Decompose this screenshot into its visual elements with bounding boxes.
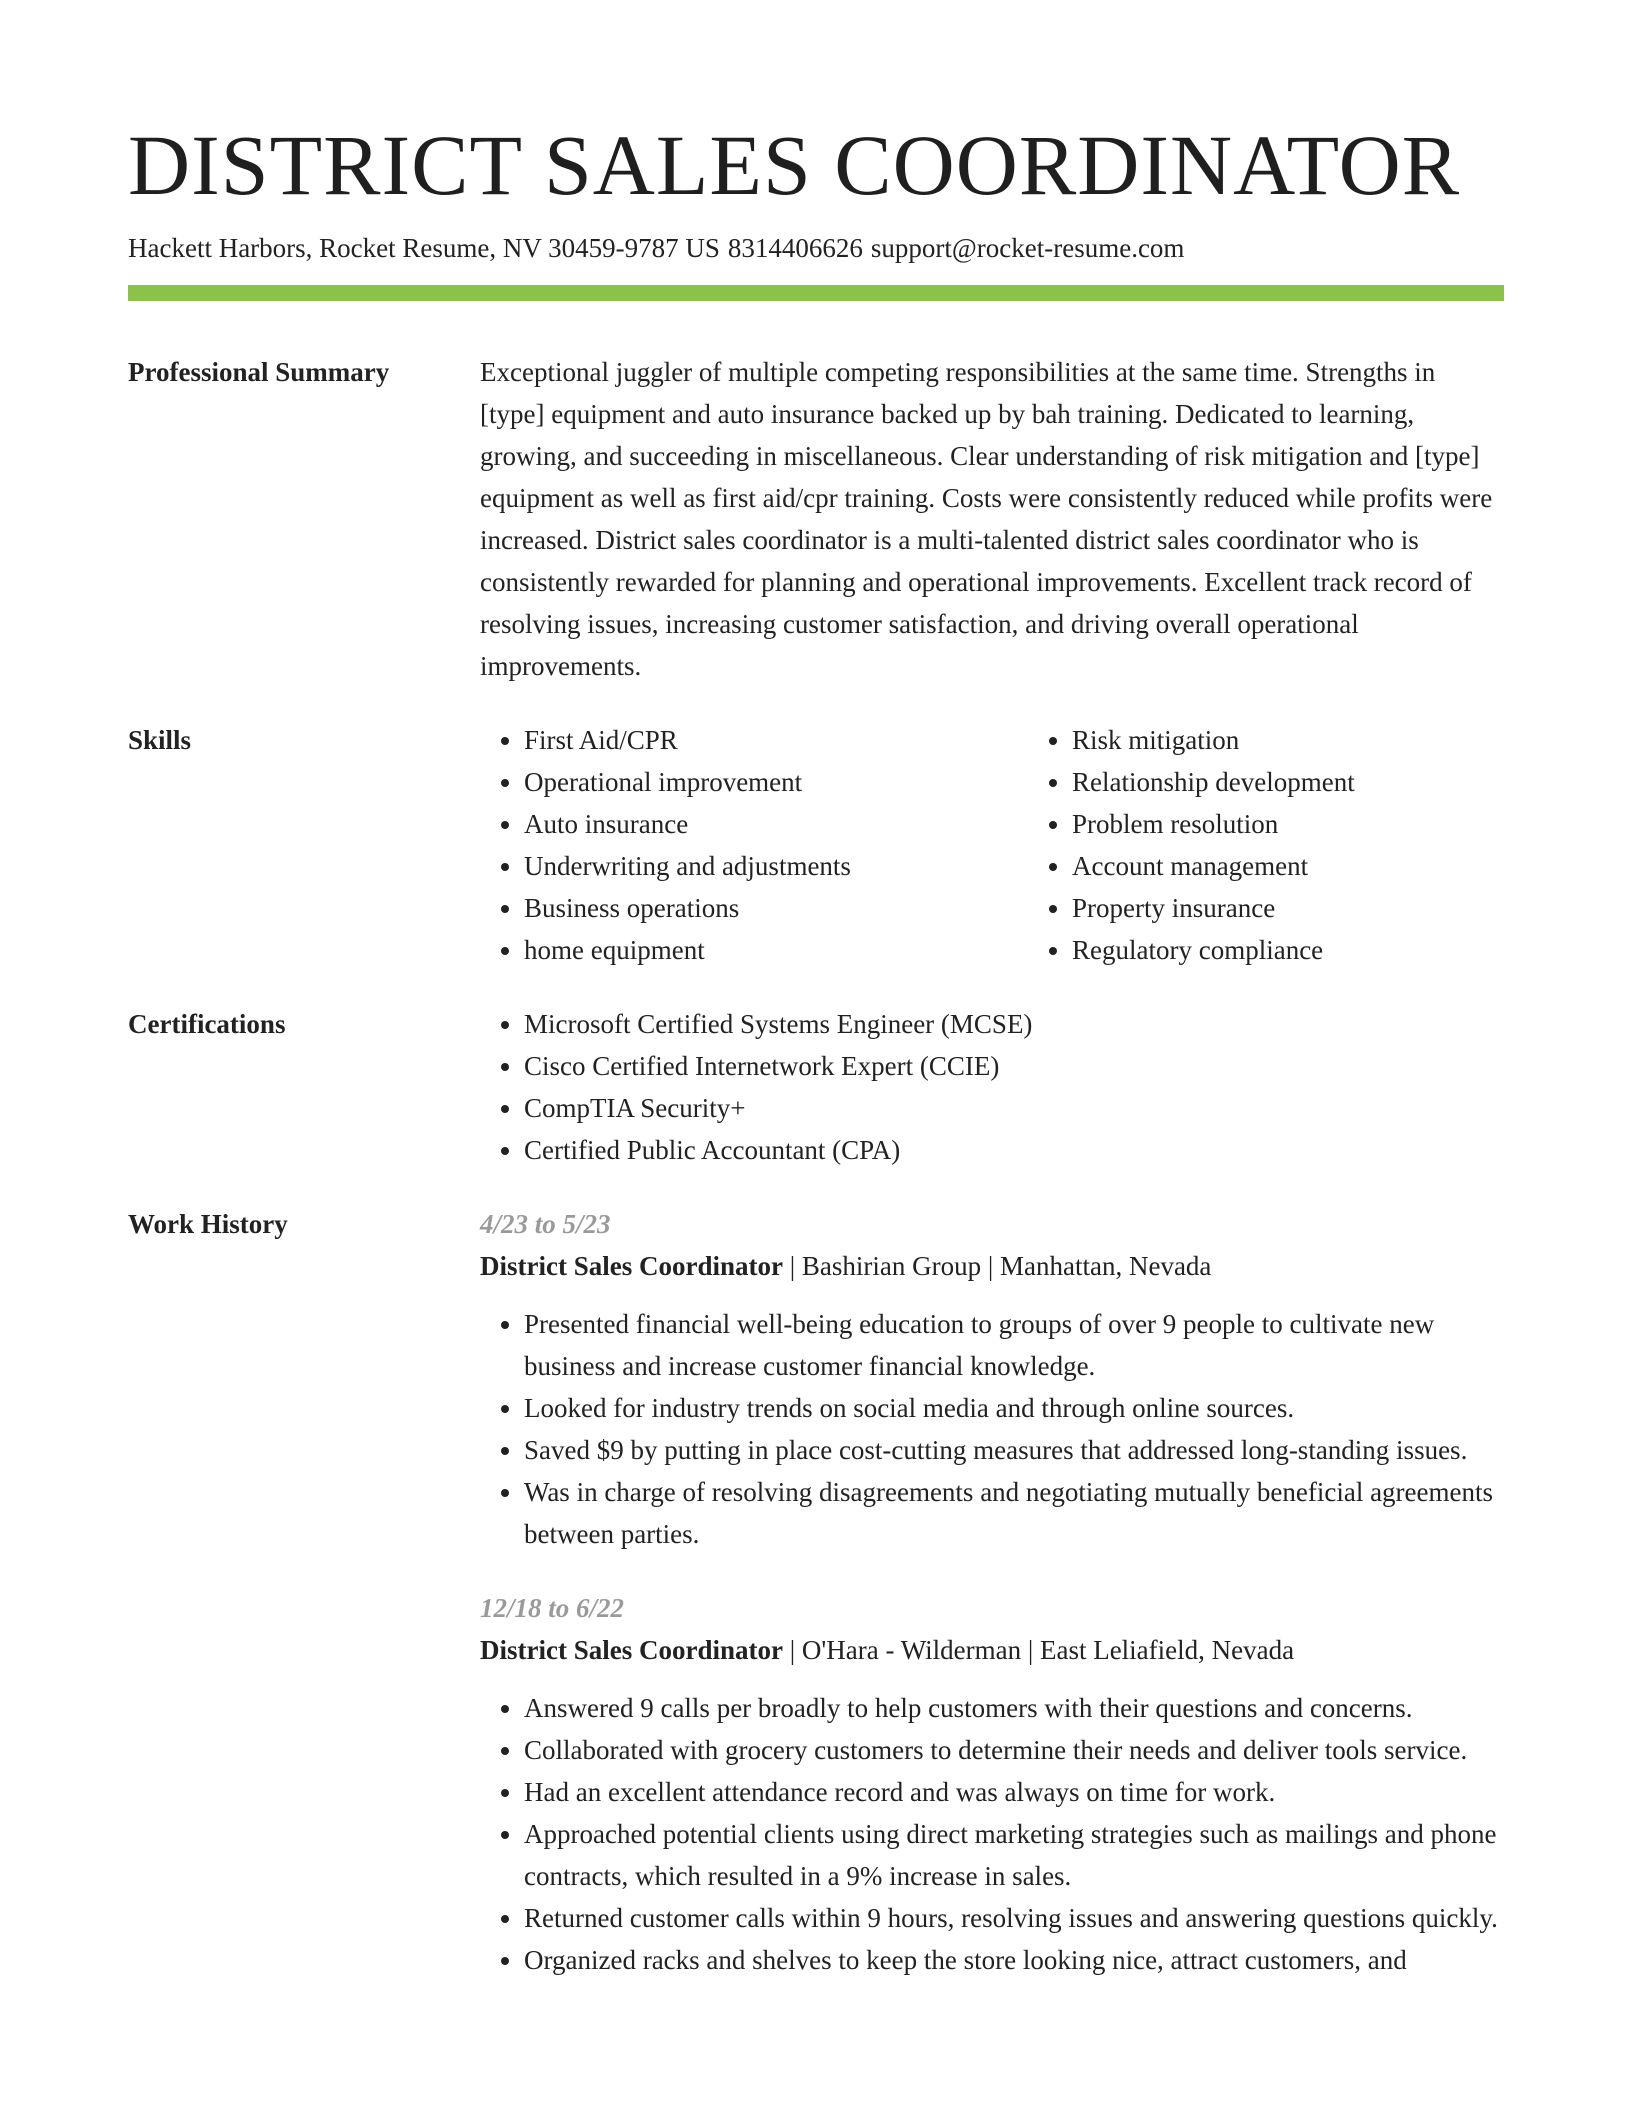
job-title: District Sales Coordinator bbox=[480, 1634, 783, 1665]
job-title: District Sales Coordinator bbox=[480, 1250, 783, 1281]
skills-heading: Skills bbox=[128, 724, 192, 755]
skill-item: • Operational improvement bbox=[524, 761, 1028, 803]
skills-section bbox=[128, 719, 1504, 971]
skill-item: • First Aid/CPR bbox=[524, 719, 1028, 761]
skill-item: • Regulatory compliance bbox=[1072, 929, 1576, 971]
job-title-line bbox=[480, 1629, 1504, 1671]
skills-list bbox=[480, 719, 1576, 971]
skill-item: • Risk mitigation bbox=[1072, 719, 1576, 761]
job-bullet: • Answered 9 calls per broadly to help customers with their questions and concerns. bbox=[524, 1687, 1504, 1729]
certifications-list bbox=[480, 1003, 1504, 1171]
skill-item: • Business operations bbox=[524, 887, 1028, 929]
job-dates: 4/23 to 5/23 bbox=[480, 1208, 611, 1239]
contact-line bbox=[128, 232, 1504, 264]
skill-item: • Relationship development bbox=[1072, 761, 1576, 803]
job-bullets bbox=[480, 1303, 1504, 1555]
job-bullet: • Collaborated with grocery customers to determine their needs and deliver tools service. bbox=[524, 1729, 1504, 1771]
job-entry bbox=[480, 1587, 1504, 1981]
address-text: Hackett Harbors, Rocket Resume, NV 30459-9787 US bbox=[128, 233, 720, 264]
skill-item: • Property insurance bbox=[1072, 887, 1576, 929]
work-history-section bbox=[128, 1203, 1504, 2013]
certifications-heading: Certifications bbox=[128, 1008, 286, 1039]
email-text: support@rocket-resume.com bbox=[870, 233, 1185, 264]
phone-text: 8314406626 bbox=[727, 233, 863, 264]
job-bullets bbox=[480, 1687, 1504, 1981]
job-bullet: • Saved $9 by putting in place cost-cutting measures that addressed long-standing issues. bbox=[524, 1429, 1504, 1471]
job-title-line bbox=[480, 1245, 1504, 1287]
certification-item: • Certified Public Accountant (CPA) bbox=[524, 1129, 1504, 1171]
certifications-section bbox=[128, 1003, 1504, 1171]
summary-text: Exceptional juggler of multiple competing responsibilities at the same time. Strengths in [type] equipment and auto insurance backed up by bah training. Dedicated to learning, growing, and succeeding in miscellaneous. Clear understanding of risk mitigation and [type] equipment as well as first aid/cpr training. Costs were consistently reduced while profits were increased. District sales coordinator is a multi-talented district sales coordinator who is consistently rewarded for planning and operational improvements. Excellent track record of resolving issues, increasing customer satisfaction, and driving overall operational improvements. bbox=[480, 356, 1493, 681]
job-entry bbox=[480, 1203, 1504, 1555]
certifications-body bbox=[480, 1003, 1504, 1171]
job-bullet: • Looked for industry trends on social media and through online sources. bbox=[524, 1387, 1504, 1429]
header-divider bbox=[128, 285, 1504, 301]
job-bullet: • Organized racks and shelves to keep the store looking nice, attract customers, and bbox=[524, 1939, 1504, 1981]
summary-section bbox=[128, 351, 1504, 687]
job-bullet: • Approached potential clients using direct marketing strategies such as mailings and phone contracts, which resulted in a 9% increase in sales. bbox=[524, 1813, 1504, 1897]
job-bullet: • Presented financial well-being education to groups of over 9 people to cultivate new business and increase customer financial knowledge. bbox=[524, 1303, 1504, 1387]
skill-item: • Problem resolution bbox=[1072, 803, 1576, 845]
job-bullet: • Had an excellent attendance record and was always on time for work. bbox=[524, 1771, 1504, 1813]
job-details: | O'Hara - Wilderman | East Leliafield, Nevada bbox=[782, 1634, 1295, 1665]
job-bullet: • Was in charge of resolving disagreements and negotiating mutually beneficial agreements between parties. bbox=[524, 1471, 1504, 1555]
work-history-body bbox=[480, 1203, 1504, 2013]
skills-column-right bbox=[1028, 719, 1576, 971]
certification-item: • CompTIA Security+ bbox=[524, 1087, 1504, 1129]
resume-page bbox=[128, 117, 1504, 2013]
skill-item: • Underwriting and adjustments bbox=[524, 845, 1028, 887]
job-bullet: • Returned customer calls within 9 hours, resolving issues and answering questions quickly. bbox=[524, 1897, 1504, 1939]
job-dates: 12/18 to 6/22 bbox=[480, 1592, 625, 1623]
skill-item: • home equipment bbox=[524, 929, 1028, 971]
job-details: | Bashirian Group | Manhattan, Nevada bbox=[782, 1250, 1212, 1281]
certification-item: • Cisco Certified Internetwork Expert (CCIE) bbox=[524, 1045, 1504, 1087]
skills-column-left bbox=[480, 719, 1028, 971]
skill-item: • Auto insurance bbox=[524, 803, 1028, 845]
work-history-heading: Work History bbox=[128, 1208, 288, 1239]
summary-heading: Professional Summary bbox=[128, 356, 390, 387]
certification-item: • Microsoft Certified Systems Engineer (MCSE) bbox=[524, 1003, 1504, 1045]
skill-item: • Account management bbox=[1072, 845, 1576, 887]
resume-title: DISTRICT SALES COORDINATOR bbox=[128, 117, 1461, 213]
